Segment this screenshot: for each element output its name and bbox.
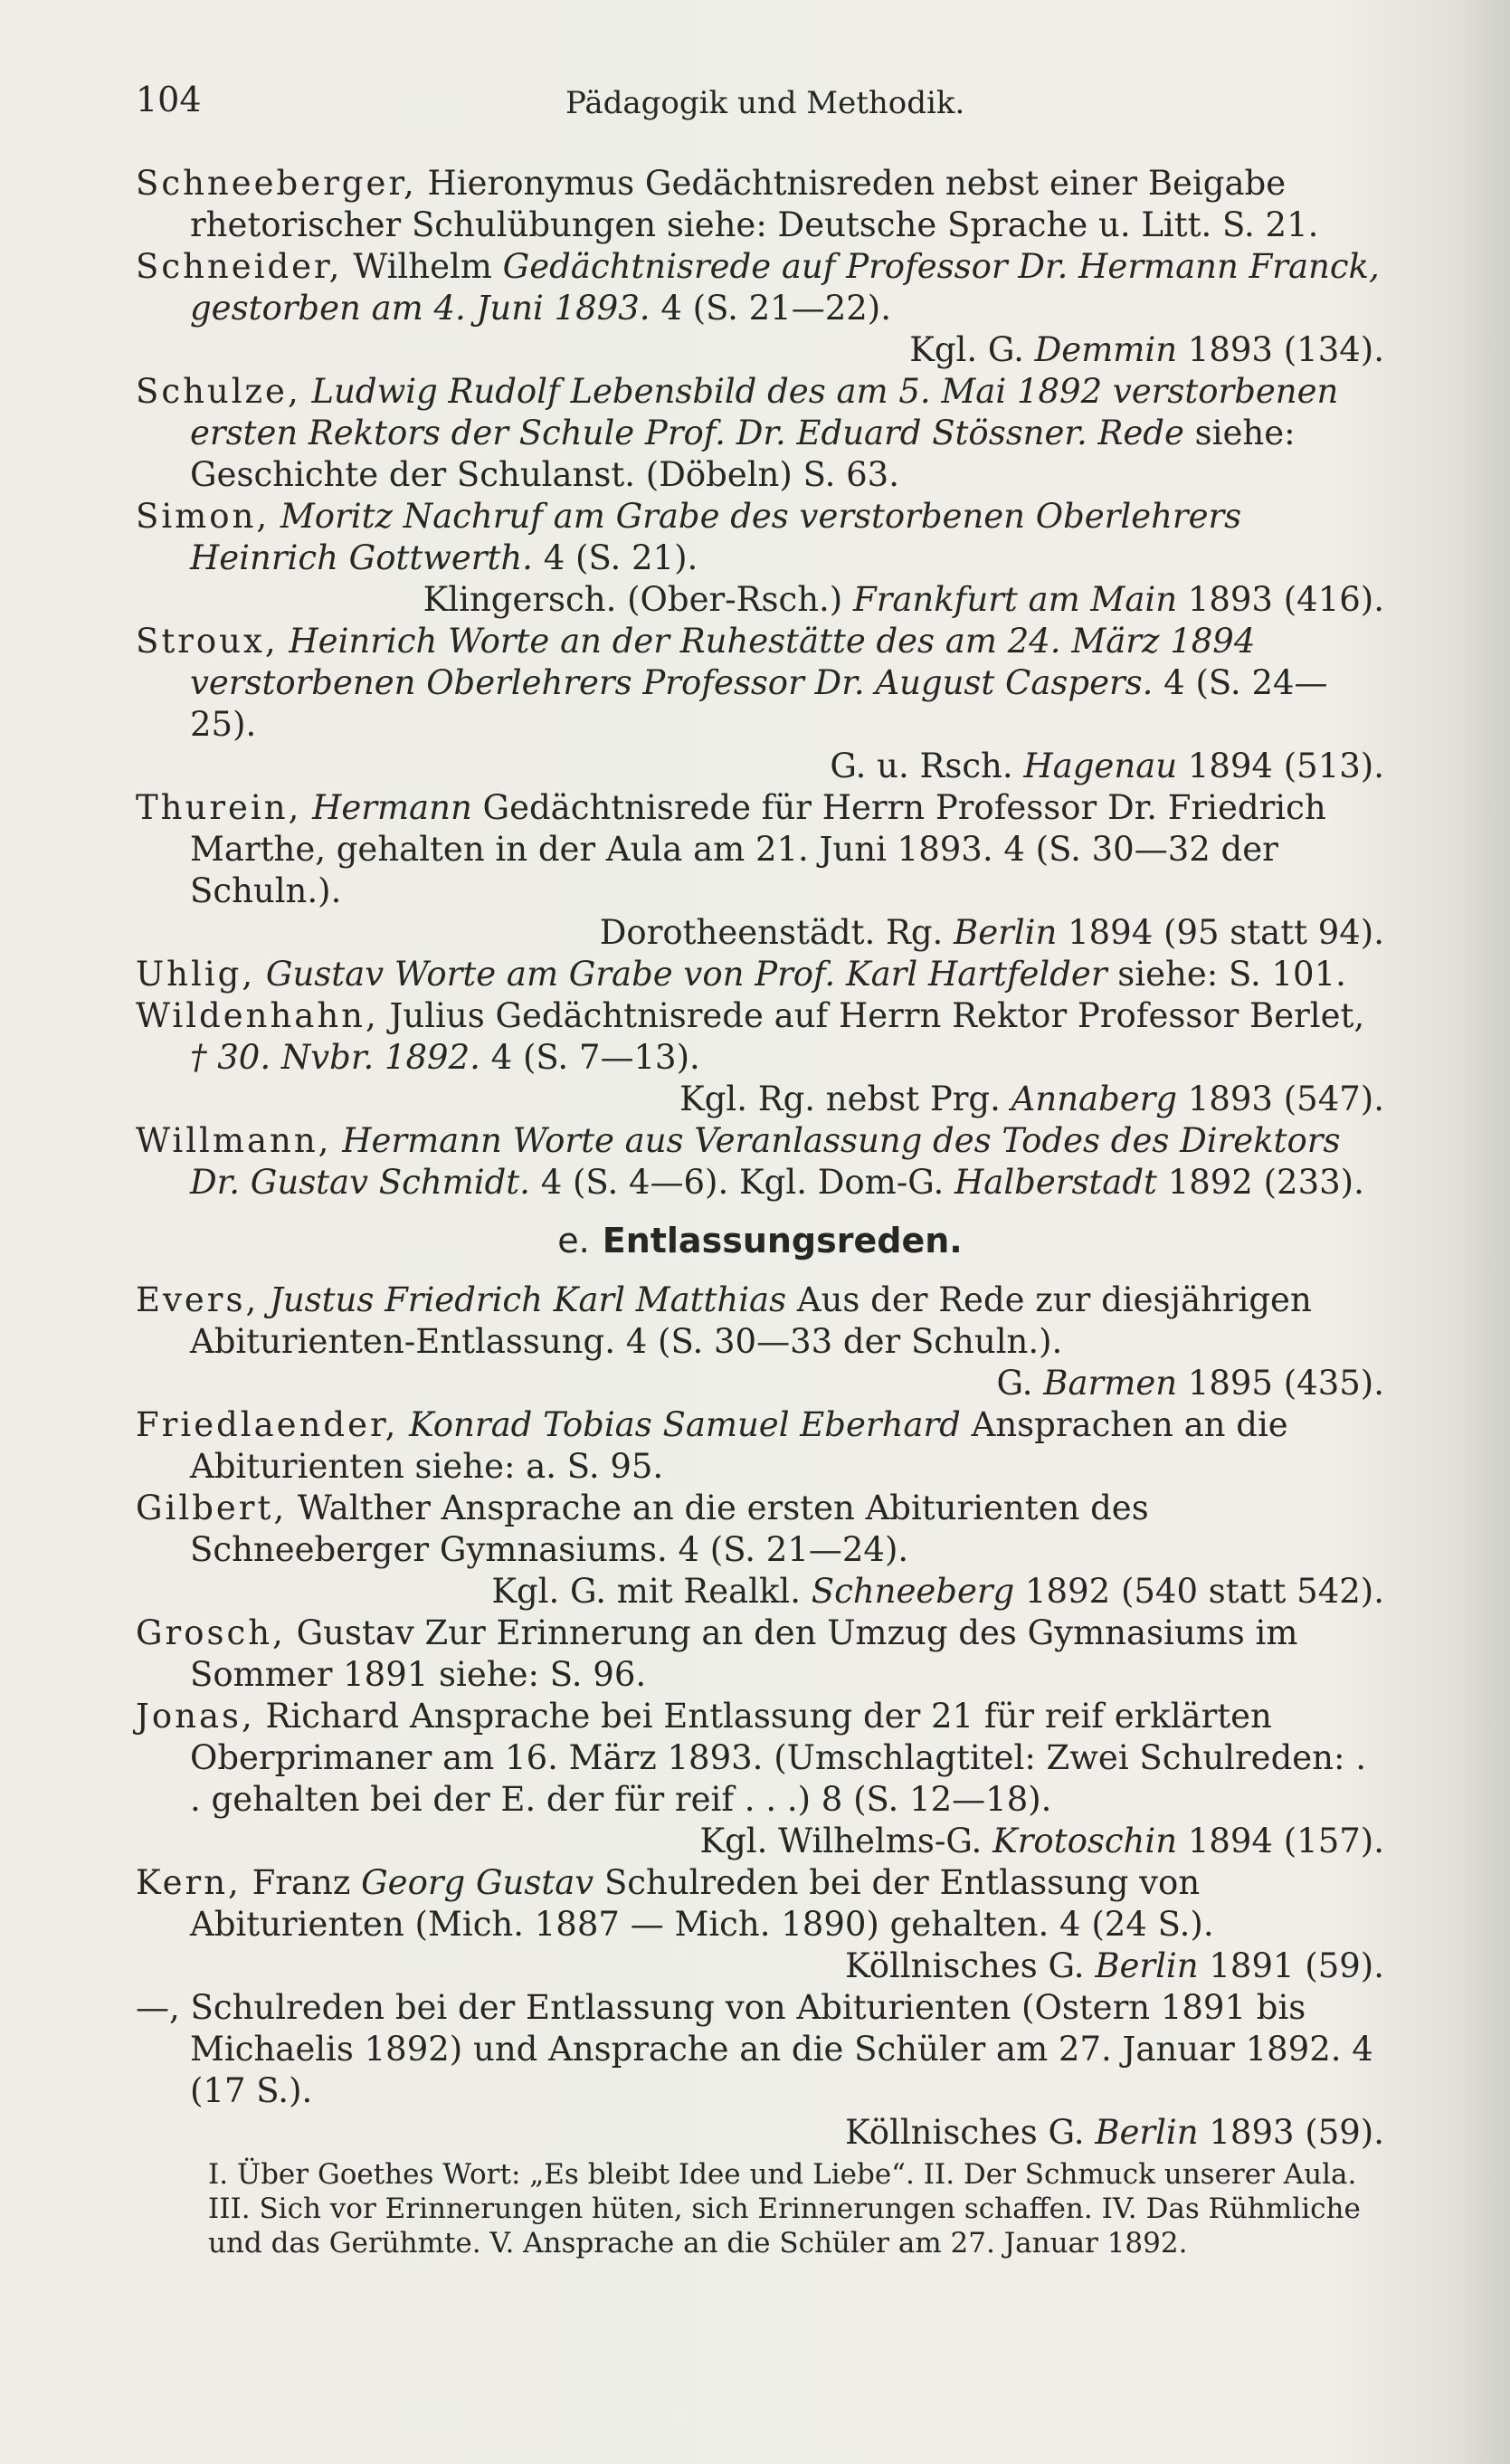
- entry-text: Franz: [252, 1863, 351, 1902]
- entry-text: Schulreden bei der Entlassung von Abiturienten (Ostern 1891 bis Michaelis 1892) und Ansprache an die Schüler am 27. Januar 1892. 4 (17 S.).: [190, 1988, 1373, 2110]
- entry-location: [136, 329, 1384, 371]
- entry-title: Justus Friedrich Karl Matthias: [270, 1280, 787, 1319]
- entry-text: 4 (S. 7—13).: [490, 1038, 700, 1077]
- entry-author: Kern,: [136, 1863, 242, 1902]
- bibliography-entry: [136, 1280, 1384, 1363]
- school-name: Klingersch. (Ober-Rsch.): [423, 580, 843, 619]
- bibliography-content: [136, 163, 1384, 2260]
- section-title: Entlassungsreden.: [602, 1221, 963, 1261]
- entry-title: Gustav Worte am Grabe von Prof. Karl Hartfelder: [265, 955, 1107, 994]
- school-name: G.: [996, 1364, 1033, 1403]
- entry-author: Friedlaender,: [136, 1405, 399, 1444]
- city-name: Schneeberg: [811, 1572, 1015, 1611]
- entry-title: Heinrich Worte an der Ruhestätte des am 24. März 1894 verstorbenen Oberlehrers Professor Dr. August Caspers.: [190, 622, 1256, 702]
- entry-text: Julius Gedächtnisrede auf Herrn Rektor Professor Berlet,: [389, 996, 1365, 1035]
- entry-location: [136, 746, 1384, 787]
- entry-text: Ansprachen an die Abiturienten siehe: a. S. 95.: [190, 1405, 1288, 1486]
- entry-title: Gedächtnisrede auf Professor Dr. Hermann Franck, gestorben am 4. Juni 1893.: [190, 247, 1380, 328]
- entry-text: Hieronymus Gedächtnisreden nebst einer Beigabe rhetorischer Schulübungen siehe: Deutsche Sprache u. Litt. S. 21.: [190, 164, 1319, 244]
- bibliography-entry: [136, 1120, 1384, 1203]
- year-number: 1894 (95 statt 94).: [1068, 913, 1384, 952]
- entry-title: Ludwig Rudolf Lebensbild des am 5. Mai 1892 verstorbenen ersten Rektors der Schule Prof. Dr. Eduard Stössner. Rede: [190, 372, 1339, 452]
- school-name: Köllnisches G.: [845, 2113, 1085, 2152]
- entry-text: 4 (S. 24—25).: [190, 663, 1328, 744]
- entry-text: 4 (S. 4—6).: [540, 1163, 729, 1202]
- entry-text: siehe: Geschichte der Schulanst. (Döbeln) S. 63.: [190, 414, 1296, 494]
- city-name: Berlin: [1095, 2113, 1199, 2152]
- running-title: Pädagogik und Methodik.: [565, 85, 965, 121]
- entry-title: † 30. Nvbr. 1892.: [190, 1038, 480, 1077]
- contents-note: I. Über Goethes Wort: „Es bleibt Idee und Liebe“. II. Der Schmuck unserer Aula. III. Sich vor Erinnerungen hüten, sich Erinnerungen schaffen. IV. Das Rühmliche und das Gerühmte. V. Ansprache an die Schüler am 27. Januar 1892.: [208, 2158, 1361, 2259]
- entry-location: [136, 912, 1384, 954]
- section-heading: [136, 1220, 1384, 1261]
- entry-text: siehe: S. 101.: [1117, 955, 1346, 994]
- year-number: 1895 (435).: [1187, 1364, 1384, 1403]
- entry-author: —,: [136, 1988, 180, 2027]
- entry-author: Simon,: [136, 497, 271, 536]
- entry-location: [136, 1571, 1384, 1613]
- school-name: Dorotheenstädt. Rg.: [599, 913, 944, 952]
- year-number: 1893 (547).: [1187, 1080, 1384, 1118]
- entry-text: Aus der Rede zur diesjährigen Abiturienten-Entlassung. 4 (S. 30—33 der Schuln.).: [190, 1280, 1312, 1361]
- page-header: [136, 80, 1384, 134]
- entry-text: Gedächtnisrede für Herrn Professor Dr. Friedrich Marthe, gehalten in der Aula am 21. Juni 1893. 4 (S. 30—32 der Schuln.).: [190, 788, 1326, 910]
- entry-title: Georg Gustav: [361, 1863, 594, 1902]
- entry-title: Hermann Worte aus Veranlassung des Todes des Direktors Dr. Gustav Schmidt.: [190, 1121, 1341, 1202]
- entry-author: Willmann,: [136, 1121, 332, 1160]
- bibliography-entry: [136, 1696, 1384, 1821]
- city-name: Demmin: [1034, 330, 1178, 369]
- entry-text: Schulreden bei der Entlassung von Abiturienten (Mich. 1887 — Mich. 1890) gehalten. 4 (24 S.).: [190, 1863, 1214, 1944]
- year-number: 1893 (59).: [1209, 2113, 1384, 2152]
- year-number: 1894 (157).: [1187, 1822, 1384, 1860]
- entry-text: Richard Ansprache bei Entlassung der 21 für reif erklärten Oberprimaner am 16. März 1893. (Umschlagtitel: Zwei Schulreden: . . gehalten bei der E. der für reif . . .) 8 (S. 12—18).: [190, 1697, 1366, 1819]
- entry-text: 4 (S. 21—22).: [660, 289, 891, 328]
- bibliography-entry: [136, 621, 1384, 746]
- bibliography-entry: [136, 163, 1384, 246]
- bibliography-entry: [136, 496, 1384, 579]
- entry-author: Evers,: [136, 1280, 260, 1319]
- entry-location: [136, 1363, 1384, 1404]
- entry-location: [136, 2112, 1384, 2154]
- entry-text: Wilhelm: [353, 247, 492, 286]
- entry-author: Jonas,: [136, 1697, 255, 1736]
- city-name: Berlin: [954, 913, 1058, 952]
- city-name: Halberstadt: [954, 1163, 1157, 1202]
- bibliography-entry: [136, 371, 1384, 496]
- school-name: G. u. Rsch.: [830, 747, 1013, 785]
- entry-author: Schulze,: [136, 372, 301, 411]
- city-name: Annaberg: [1011, 1080, 1178, 1118]
- entry-title: Konrad Tobias Samuel Eberhard: [409, 1405, 961, 1444]
- year-number: 1893 (416).: [1187, 580, 1384, 619]
- entry-title: Moritz Nachruf am Grabe des verstorbenen Oberlehrers Heinrich Gottwerth.: [190, 497, 1242, 577]
- page-number: 104: [136, 80, 202, 119]
- bibliography-entry: [136, 1404, 1384, 1488]
- entry-author: Schneeberger,: [136, 164, 417, 203]
- school-name: Kgl. G.: [909, 330, 1024, 369]
- entry-text: 4 (S. 21).: [543, 538, 698, 577]
- year-number: 1894 (513).: [1187, 747, 1384, 785]
- bibliography-entry: [136, 787, 1384, 912]
- school-name: Kgl. G. mit Realkl.: [491, 1572, 801, 1611]
- bibliography-entry: [136, 1613, 1384, 1696]
- entry-location: [136, 1079, 1384, 1120]
- entry-text: Walther Ansprache an die ersten Abiturienten des Schneeberger Gymnasiums. 4 (S. 21—24).: [190, 1489, 1149, 1569]
- bibliography-entry: [136, 1488, 1384, 1571]
- city-name: Berlin: [1095, 1946, 1199, 1985]
- city-name: Krotoschin: [992, 1822, 1178, 1860]
- entry-author: Gilbert,: [136, 1489, 288, 1527]
- bibliography-entry: [136, 1987, 1384, 2112]
- entry-author: Grosch,: [136, 1613, 286, 1652]
- year-number: 1891 (59).: [1209, 1946, 1384, 1985]
- school-name: Kgl. Dom-G.: [739, 1163, 945, 1202]
- bibliography-entry: [136, 954, 1384, 995]
- city-name: Barmen: [1043, 1364, 1178, 1403]
- entry-author: Schneider,: [136, 247, 343, 286]
- section-letter: e.: [557, 1221, 590, 1261]
- school-name: Köllnisches G.: [845, 1946, 1085, 1985]
- entry-location: [136, 579, 1384, 621]
- bibliography-entry: [136, 995, 1384, 1079]
- entry-location: [136, 1946, 1384, 1987]
- entry-text: Gustav Zur Erinnerung an den Umzug des Gymnasiums im Sommer 1891 siehe: S. 96.: [190, 1613, 1298, 1694]
- entry-author: Stroux,: [136, 622, 279, 661]
- entry-author: Wildenhahn,: [136, 996, 379, 1035]
- bibliography-entry: [136, 246, 1384, 329]
- city-name: Frankfurt am Main: [853, 580, 1178, 619]
- bibliography-entry: [136, 1862, 1384, 1946]
- entry-author: Uhlig,: [136, 955, 256, 994]
- entry-author: Thurein,: [136, 788, 302, 827]
- school-name: Kgl. Wilhelms-G.: [699, 1822, 983, 1860]
- school-name: Kgl. Rg. nebst Prg.: [679, 1080, 1001, 1118]
- year-number: 1893 (134).: [1187, 330, 1384, 369]
- entry-location: [136, 1821, 1384, 1862]
- city-name: Hagenau: [1023, 747, 1178, 785]
- year-number: 1892 (233).: [1167, 1163, 1364, 1202]
- year-number: 1892 (540 statt 542).: [1025, 1572, 1384, 1611]
- entry-title: Hermann: [312, 788, 472, 827]
